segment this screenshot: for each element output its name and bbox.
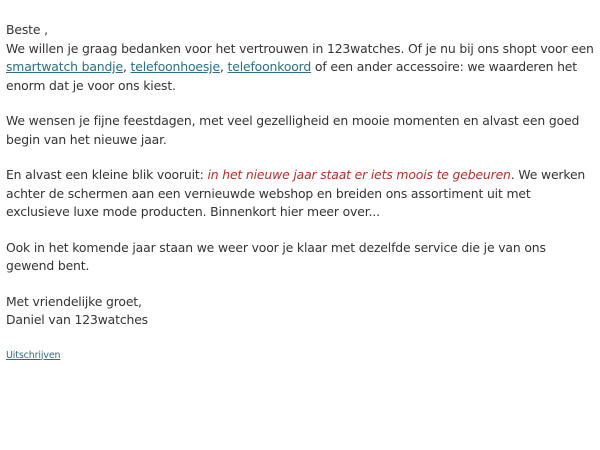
unsubscribe-link[interactable]: Uitschrijven [6, 349, 61, 361]
paragraph-thanks-intro: We willen je graag bedanken voor het vertrouwen in 123watches. Of je nu bij ons shopt voor een [6, 40, 594, 56]
link-telefoonhoesje[interactable]: telefoonhoesje [130, 59, 220, 74]
closing: Met vriendelijke groet, [6, 293, 142, 309]
highlight-announcement: in het nieuwe jaar staat er iets moois te gebeuren [207, 167, 511, 182]
greeting: Beste , [6, 22, 48, 37]
paragraph-preview-outro: . We werken achter de schermen aan een vernieuwde webshop en breiden ons assortiment uit met exclusieve luxe mode producten. Binnenkort hier meer over... [6, 167, 586, 219]
paragraph-preview-intro: En alvast een kleine blik vooruit: [6, 167, 208, 182]
paragraph-preview [6, 166, 594, 222]
paragraph-service: Ook in het komende jaar staan we weer voor je klaar met dezelfde service die je van ons gewend bent. [6, 239, 546, 273]
link-smartwatch-bandje[interactable]: smartwatch bandje [6, 59, 123, 74]
paragraph-wishes: We wensen je fijne feestdagen, met veel gezelligheid en mooie momenten en alvast een goed begin van het nieuwe jaar. [6, 113, 580, 147]
separator: , [122, 59, 131, 74]
signature: Daniel van 123watches [6, 312, 148, 327]
paragraph-thanks [6, 40, 594, 96]
paragraph-thanks-outro: of een ander accessoire: we waarderen het enorm dat je voor ons kiest. [6, 59, 577, 93]
link-telefoonkoord[interactable]: telefoonkoord [227, 59, 312, 74]
unsubscribe-container [6, 350, 594, 362]
separator: , [219, 59, 228, 74]
